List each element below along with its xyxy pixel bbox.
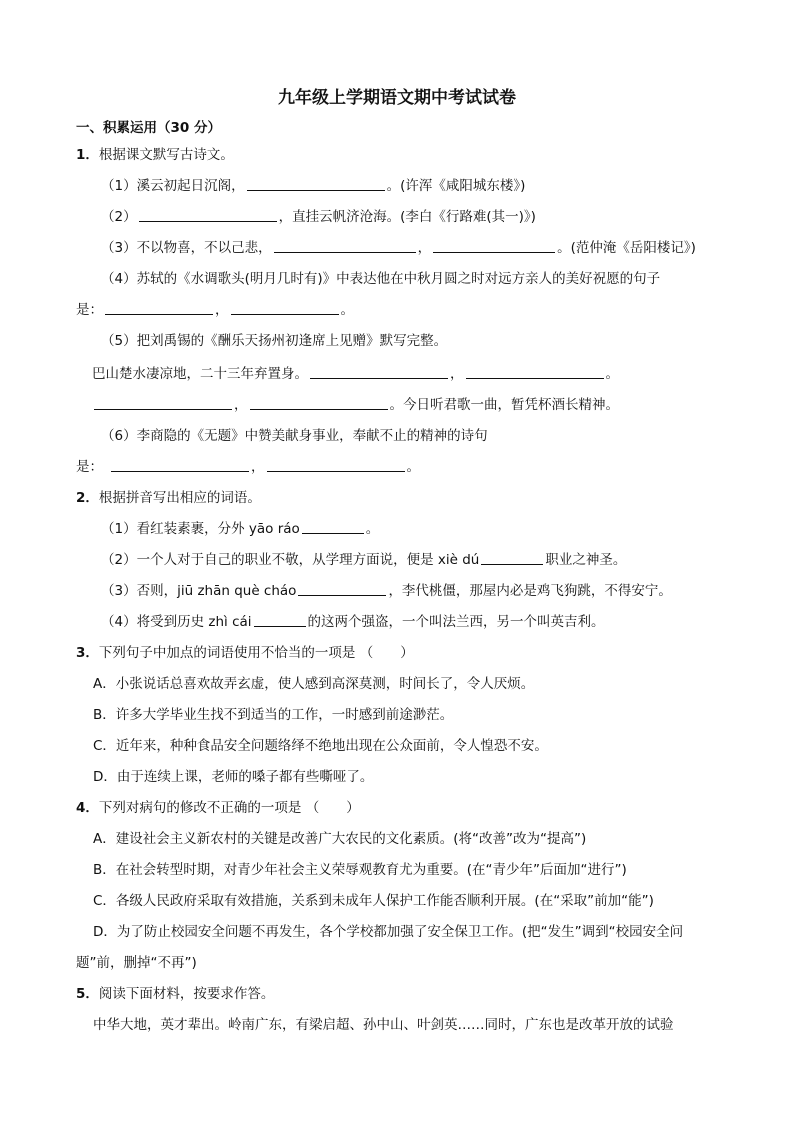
q4-option-d: D．为了防止校园安全问题不再发生，各个学校都加强了安全保卫工作。(把“发生”调到“校园安全问: [93, 924, 684, 940]
item-text: （4）将受到历史 zhì cái: [101, 614, 252, 630]
question-stem: 根据课文默写古诗文。: [98, 147, 234, 163]
question-number: 3．: [76, 645, 99, 661]
q2-item-4: [101, 612, 605, 632]
answer-blank[interactable]: [254, 612, 306, 627]
q4-option-b: B．在社会转型时期，对青少年社会主义荣辱观教育尤为重要。(在“青少年”后面加“进行”): [93, 862, 627, 878]
q1-item-6-cont: [76, 457, 420, 477]
q3-option-c: C．近年来，种种食品安全问题络绎不绝地出现在公众面前，令人惶恐不安。: [93, 738, 548, 754]
item-text: 。今日听君歌一曲，暂凭杯酒长精神。: [389, 397, 619, 413]
q5-paragraph: 中华大地，英才辈出。岭南广东，有梁启超、孙中山、叶剑英……同时，广东也是改革开放的试验: [93, 1017, 674, 1033]
question-number: 4．: [76, 800, 99, 816]
answer-blank[interactable]: [94, 395, 232, 410]
item-text: 是：: [76, 459, 103, 475]
item-text: 的这两个强盗，一个叫法兰西，另一个叫英吉利。: [307, 614, 605, 630]
q2-item-2: [101, 550, 626, 570]
q1-item-4-cont: [76, 300, 354, 320]
item-text: 职业之神圣。: [545, 552, 627, 568]
item-text: （1）看红装素裹，分外 yāo ráo: [101, 521, 300, 537]
item-text: ，: [417, 240, 432, 256]
answer-blank[interactable]: [433, 238, 555, 253]
answer-blank[interactable]: [250, 395, 388, 410]
answer-blank[interactable]: [105, 300, 213, 315]
q2-item-1: [101, 519, 379, 539]
answer-blank[interactable]: [247, 176, 385, 191]
item-text: ，李代桃僵，那屋内必是鸡飞狗跳，不得安宁。: [388, 583, 672, 599]
item-text: 。(许浑《咸阳城东楼》): [386, 178, 526, 194]
question-4: [76, 798, 360, 818]
question-1: [76, 145, 234, 165]
q4-option-d-cont: 题”前，删掉“不再”): [76, 955, 197, 971]
q1-item-3: [101, 238, 696, 258]
q3-option-d: D．由于连续上课，老师的嗓子都有些嘶哑了。: [93, 769, 374, 785]
answer-blank[interactable]: [139, 207, 277, 222]
q1-item-1: [101, 176, 525, 196]
item-text: 巴山楚水凄凉地，二十三年弃置身。: [92, 366, 308, 382]
item-text: ，: [251, 459, 265, 475]
item-text: ，: [215, 302, 229, 318]
item-text: 。: [365, 521, 380, 537]
item-text: 是：: [76, 302, 103, 318]
q3-option-a: A．小张说话总喜欢故弄玄虚，使人感到高深莫测，时间长了，令人厌烦。: [93, 676, 535, 692]
q1-item-5-line1: [92, 364, 619, 384]
q1-item-5-line2: [92, 395, 619, 415]
item-text: （1）溪云初起日沉阁，: [101, 178, 245, 194]
q1-item-5: （5）把刘禹锡的《酬乐天扬州初逢席上见赠》默写完整。: [101, 333, 448, 349]
page-title: 九年级上学期语文期中考试试卷: [278, 88, 516, 108]
item-text: （2）: [101, 209, 137, 225]
answer-blank[interactable]: [298, 581, 386, 596]
item-text: ，: [450, 366, 464, 382]
answer-blank[interactable]: [111, 457, 249, 472]
answer-blank[interactable]: [267, 457, 405, 472]
item-text: 。: [605, 366, 619, 382]
answer-blank[interactable]: [310, 364, 448, 379]
question-number: 5．: [76, 986, 99, 1002]
q4-option-a: A．建设社会主义新农村的关键是改善广大农民的文化素质。(将“改善”改为“提高”): [93, 831, 587, 847]
item-text: （2）一个人对于自己的职业不敬，从学理方面说，便是 xiè dú: [101, 552, 480, 568]
q1-item-6: （6）李商隐的《无题》中赞美献身事业，奉献不止的精神的诗句: [101, 428, 488, 444]
question-2: [76, 488, 261, 508]
q4-option-c: C．各级人民政府采取有效措施，关系到未成年人保护工作能否顺利开展。(在“采取”前加“能”): [93, 893, 654, 909]
answer-blank[interactable]: [302, 519, 364, 534]
question-number: 2．: [76, 490, 99, 506]
item-text: 。(范仲淹《岳阳楼记》): [557, 240, 696, 256]
item-text: （3）否则，jiū zhān què cháo: [101, 583, 297, 599]
item-text: ，: [234, 397, 248, 413]
item-text: ，直挂云帆济沧海。(李白《行路难(其一)》): [278, 209, 536, 225]
question-stem: 阅读下面材料，按要求作答。: [98, 986, 275, 1002]
item-text: 。: [406, 459, 420, 475]
answer-blank[interactable]: [481, 550, 543, 565]
q1-item-2: [101, 207, 536, 227]
section-heading: 一、积累运用（30 分）: [76, 120, 221, 136]
answer-blank[interactable]: [274, 238, 416, 253]
question-stem: 下列句子中加点的词语使用不恰当的一项是 （ ）: [98, 645, 414, 661]
answer-blank[interactable]: [231, 300, 339, 315]
question-5: [76, 984, 274, 1004]
question-3: [76, 643, 414, 663]
q2-item-3: [101, 581, 672, 601]
question-number: 1．: [76, 147, 99, 163]
answer-blank[interactable]: [466, 364, 604, 379]
item-text: 。: [340, 302, 354, 318]
q3-option-b: B．许多大学毕业生找不到适当的工作，一时感到前途渺茫。: [93, 707, 454, 723]
item-text: （3）不以物喜，不以己悲，: [101, 240, 272, 256]
q1-item-4: （4）苏轼的《水调歌头(明月几时有)》中表达他在中秋月圆之时对远方亲人的美好祝愿的句子: [101, 271, 661, 287]
question-stem: 根据拼音写出相应的词语。: [98, 490, 261, 506]
question-stem: 下列对病句的修改不正确的一项是 （ ）: [98, 800, 360, 816]
